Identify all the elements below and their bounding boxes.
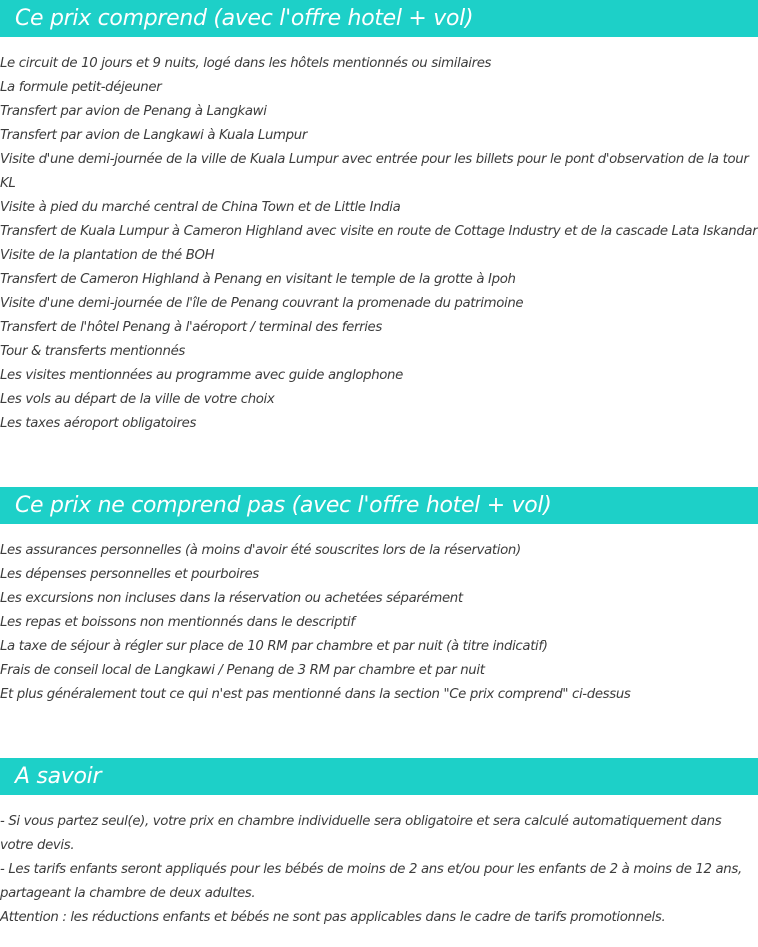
list-item: La taxe de séjour à régler sur place de 10 RM par chambre et par nuit (à titre indicatif) [0, 639, 548, 654]
good-to-know-text [0, 810, 752, 930]
list-item: Les dépenses personnelles et pourboires [0, 567, 259, 582]
list-item: Les taxes aéroport obligatoires [0, 416, 197, 431]
list-item: Les repas et boissons non mentionnés dans le descriptif [0, 615, 355, 630]
list-item: Tour & transferts mentionnés [0, 344, 185, 359]
list-item: Les visites mentionnées au programme avec guide anglophone [0, 368, 403, 383]
list-item: Le circuit de 10 jours et 9 nuits, logé dans les hôtels mentionnés ou similaires [0, 56, 492, 71]
note-paragraph: Attention : les réductions enfants et bébés ne sont pas applicables dans le cadre de tarifs promotionnels. [0, 910, 666, 925]
list-item: Visite à pied du marché central de China Town et de Little India [0, 200, 401, 215]
list-item: Les assurances personnelles (à moins d'avoir été souscrites lors de la réservation) [0, 543, 521, 558]
list-item: Transfert de Kuala Lumpur à Cameron Highland avec visite en route de Cottage Industry et de la cascade Lata Iskandar [0, 224, 758, 239]
list-item: Transfert de l'hôtel Penang à l'aéroport / terminal des ferries [0, 320, 382, 335]
list-item: Les excursions non incluses dans la réservation ou achetées séparément [0, 591, 463, 606]
list-item: Visite de la plantation de thé BOH [0, 248, 215, 263]
list-item: Et plus généralement tout ce qui n'est pas mentionné dans la section "Ce prix comprend" ci-dessus [0, 687, 631, 702]
list-item: Les vols au départ de la ville de votre choix [0, 392, 275, 407]
list-item: La formule petit-déjeuner [0, 80, 162, 95]
section-header-included: Ce prix comprend (avec l'offre hotel + vol) [0, 0, 758, 37]
note-paragraph: - Si vous partez seul(e), votre prix en chambre individuelle sera obligatoire et sera calculé automatiquement dans votre devis. [0, 814, 722, 853]
list-item: Visite d'une demi-journée de l'île de Penang couvrant la promenade du patrimoine [0, 296, 524, 311]
list-item: Transfert de Cameron Highland à Penang en visitant le temple de la grotte à Ipoh [0, 272, 516, 287]
section-header-good-to-know: A savoir [0, 758, 758, 795]
list-item: Frais de conseil local de Langkawi / Penang de 3 RM par chambre et par nuit [0, 663, 485, 678]
list-item: Transfert par avion de Langkawi à Kuala Lumpur [0, 128, 307, 143]
excluded-list [0, 539, 758, 707]
list-item: Visite d'une demi-journée de la ville de Kuala Lumpur avec entrée pour les billets pour le pont d'observation de la tour KL [0, 152, 749, 191]
included-list [0, 52, 758, 436]
note-paragraph: - Les tarifs enfants seront appliqués pour les bébés de moins de 2 ans et/ou pour les enfants de 2 à moins de 12 ans, partageant la chambre de deux adultes. [0, 862, 742, 901]
list-item: Transfert par avion de Penang à Langkawi [0, 104, 267, 119]
section-header-excluded: Ce prix ne comprend pas (avec l'offre hotel + vol) [0, 487, 758, 524]
